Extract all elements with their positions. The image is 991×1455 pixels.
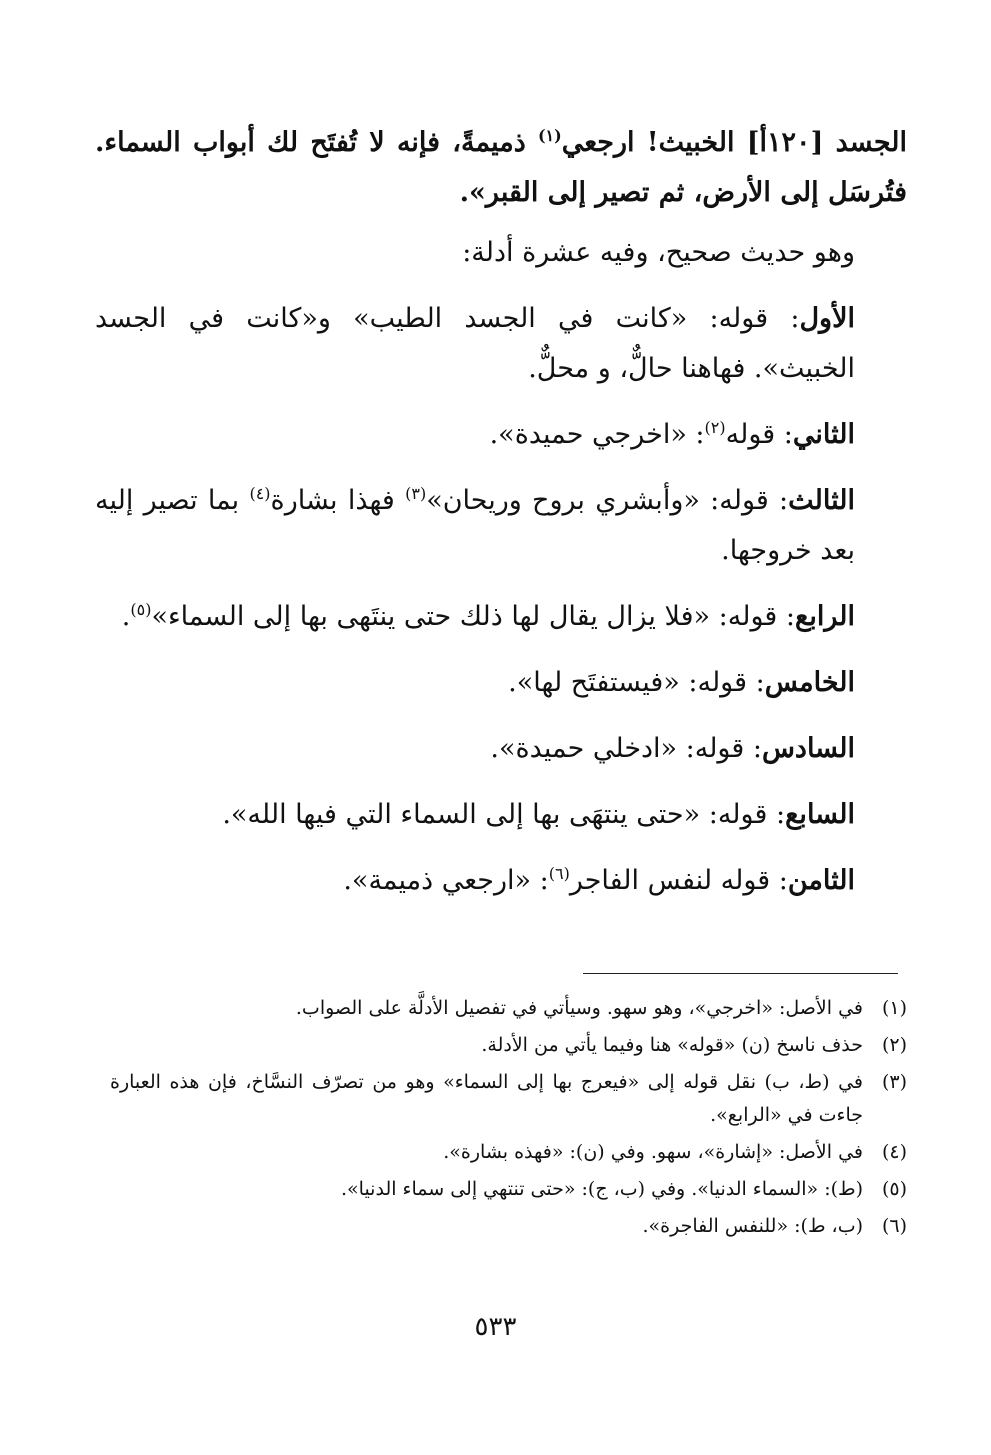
footnote-1 bbox=[110, 992, 907, 1025]
footnote-text: حذف ناسخ (ن) «قوله» هنا وفيما يأتي من الأدلة. bbox=[481, 1034, 863, 1056]
footnote-divider bbox=[583, 973, 898, 974]
footnote-4 bbox=[110, 1136, 907, 1169]
footnote-ref-6[interactable]: (٦) bbox=[548, 864, 570, 883]
evidence-label-5: الخامس bbox=[764, 667, 855, 698]
paragraph-evidence-8: الثامن: قوله لنفس الفاجر$^{(٦)}$: «ارجعي ذميمة». bbox=[343, 864, 855, 896]
footnote-number: (٣) bbox=[881, 1071, 907, 1093]
evidence-label-3: الثالث bbox=[788, 485, 855, 516]
footnote-text: (ب، ط): «للنفس الفاجرة». bbox=[642, 1215, 863, 1237]
footnote-2 bbox=[110, 1029, 907, 1062]
footnote-text: في الأصل: «إشارة»، سهو. وفي (ن): «فهذه بشارة». bbox=[443, 1141, 863, 1163]
paragraph-evidence-intro: وهو حديث صحيح، وفيه عشرة أدلة: bbox=[462, 237, 855, 268]
paragraph-evidence-3: الثالث: قوله: «وأبشري بروح وريحان»$^{(٣)}$ فهذا بشارة$^{(٤)}$ بما تصير إليه بعد خروجها. bbox=[95, 484, 855, 566]
hadith-text-end: ذميمةً، فإنه لا تُفتَح لك أبواب السماء. فتُرسَل إلى الأرض، ثم تصير إلى القبر». bbox=[95, 127, 907, 208]
paragraph-evidence-6: السادس: قوله: «ادخلي حميدة». bbox=[490, 733, 855, 764]
footnote-ref-4[interactable]: (٤) bbox=[249, 484, 271, 503]
footnote-number: (٤) bbox=[881, 1141, 907, 1163]
evidence-text-1: : قوله: «كانت في الجسد الطيب» و«كانت في الجسد الخبيث». فهاهنا حالٌّ، و محلٌّ. bbox=[95, 303, 855, 384]
footnote-ref-3[interactable]: (٣) bbox=[405, 484, 427, 503]
footnote-3 bbox=[110, 1066, 907, 1132]
footnote-ref-1[interactable]: (١) bbox=[537, 126, 562, 145]
evidence-label-2: الثاني bbox=[792, 419, 855, 450]
paragraph-evidence-7: السابع: قوله: «حتى ينتهَى بها إلى السماء التي فيها الله». bbox=[222, 799, 855, 830]
main-text bbox=[95, 118, 907, 922]
footnote-text: (ط): «السماء الدنيا». وفي (ب، ج): «حتى تنتهي إلى سماء الدنيا». bbox=[341, 1178, 863, 1200]
footnotes bbox=[110, 992, 907, 1247]
footnote-text: في الأصل: «اخرجي»، وهو سهو. وسيأتي في تفصيل الأدلَّة على الصواب. bbox=[295, 997, 863, 1019]
footnote-text: في (ط، ب) نقل قوله إلى «فيعرج بها إلى السماء» وهو من تصرّف النسَّاخ، فإن هذه العبارة جاءت في «الرابع». bbox=[110, 1071, 863, 1126]
paragraph-hadith-end bbox=[95, 118, 907, 218]
footnote-number: (٥) bbox=[881, 1178, 907, 1200]
evidence-label-8: الثامن bbox=[787, 865, 855, 896]
evidence-label-7: السابع bbox=[785, 799, 855, 830]
evidence-label-6: السادس bbox=[761, 733, 855, 764]
footnote-number: (٦) bbox=[881, 1215, 907, 1237]
evidence-label-1: الأول bbox=[799, 303, 855, 334]
footnote-6 bbox=[110, 1210, 907, 1243]
paragraph-evidence-1 bbox=[95, 294, 907, 394]
footnote-number: (١) bbox=[881, 997, 907, 1019]
page-number: ٥٣٣ bbox=[474, 1312, 517, 1342]
footnote-ref-5[interactable]: (٥) bbox=[130, 600, 152, 619]
paragraph-evidence-2: الثاني: قوله$^{(٢)}$: «اخرجي حميدة». bbox=[489, 418, 855, 450]
paragraph-evidence-4: الرابع: قوله: «فلا يزال يقال لها ذلك حتى ينتَهى بها إلى السماء»$^{(٥)}$. bbox=[121, 600, 855, 632]
paragraph-evidence-5: الخامس: قوله: «فيستفتَح لها». bbox=[508, 667, 855, 698]
hadith-text-start: الجسد [١٢٠أ] الخبيث! ارجعي bbox=[561, 127, 907, 158]
evidence-label-4: الرابع bbox=[794, 601, 855, 632]
footnote-number: (٢) bbox=[881, 1034, 907, 1056]
footnote-ref-2[interactable]: (٢) bbox=[704, 418, 726, 437]
footnote-5 bbox=[110, 1173, 907, 1206]
